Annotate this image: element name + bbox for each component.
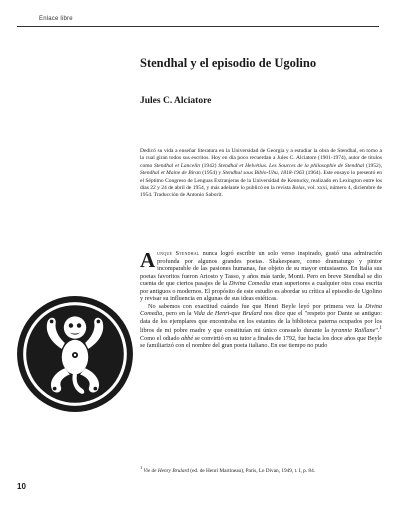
footnote: $^1$ Vie de Henry Brulard (ed. de Henri Martineau), París, Le Divan, 1949, t. I, p. 84. [140,465,316,474]
paragraph: No sabemos con exactitud cuándo fue que Henri Beyle leyó por primera vez la Divina Comedia, pero en la Vida de Henri-que Brulard nos dice que el "respeto por Dante se antiguo: data de los ejemplares que encontraba en los estantes de la biblioteca paterna ocupados por los libros de mi pobre madre y que constituían mi único consuelo durante la tyrannie Raillane".$^1$ Como el odiado abbé se convirtió en su tutor a finales de 1792, fue hacia los doce años que Beyle se familiarizó con el nombre del gran poeta italiano. En ese tiempo no pudo [140,302,382,350]
monkey-figure-graphic [14,293,136,415]
running-head-label: Enlace libre [39,16,73,22]
paragraph: Aunque Stendhal nunca logró escribir un solo verso inspirado, gustó una admiración profunda por algunos grandes poetas. Shakespeare, como dramaturgo y pintor incomparable de las pasiones humanas, fue objeto de su mayor entusiasmo. En Italia sus poetas favoritos fueron Ariosto y Tasso, y años más tarde, Monti. Pero en breve Stendhal se dio cuenta de que ciertos pasajes de la Divina Comedia eran superiores a cualquier otra cosa escrita por antiguos o modernos. El propósito de este estudio es abordar su crítica al episodio de Ugolino y revisar su influencia en algunas de sus ideas estéticas. [140,248,382,302]
page-number: 10 [17,482,26,491]
drop-cap: A [140,248,156,272]
running-head [17,16,379,27]
footnote-number: 1 [140,465,143,470]
article-author: Jules C. Alciatore [140,96,212,106]
monkey-figure-illustration [14,293,136,415]
body-text [140,250,382,350]
abstract: Dedicó su vida a enseñar literatura en la Universidad de Georgia y a estudiar la obra de Stendhal, en torno a la cual giran todos sus escritos. Hoy en día poco recuerdan a Jules C. Alciatore (1901-1974), autor de títulos como Stendhal et Lancelin (1942) Stendhal et Helvétius. Les Sources de la philosophie de Stendhal (1952), Stendhal et Maine de Biran (1954) y Stendhal sous Biblo-Ubu, 1818-1963 (1964). Este ensayo lo presentó en el Séptimo Congreso de Lenguas Extranjeras de la Universidad de Kentucky, realizado en Lexington entre los días 22 y 24 de abril de 1954, y más adelante lo publicó en la revista Rolas, vol. xxxi, número 4, diciembre de 1954. Traducción de Antonio Saborit. [140,148,382,199]
article-title: Stendhal y el episodio de Ugolino [140,56,317,70]
footnote-reference[interactable]: 1 [379,325,382,331]
